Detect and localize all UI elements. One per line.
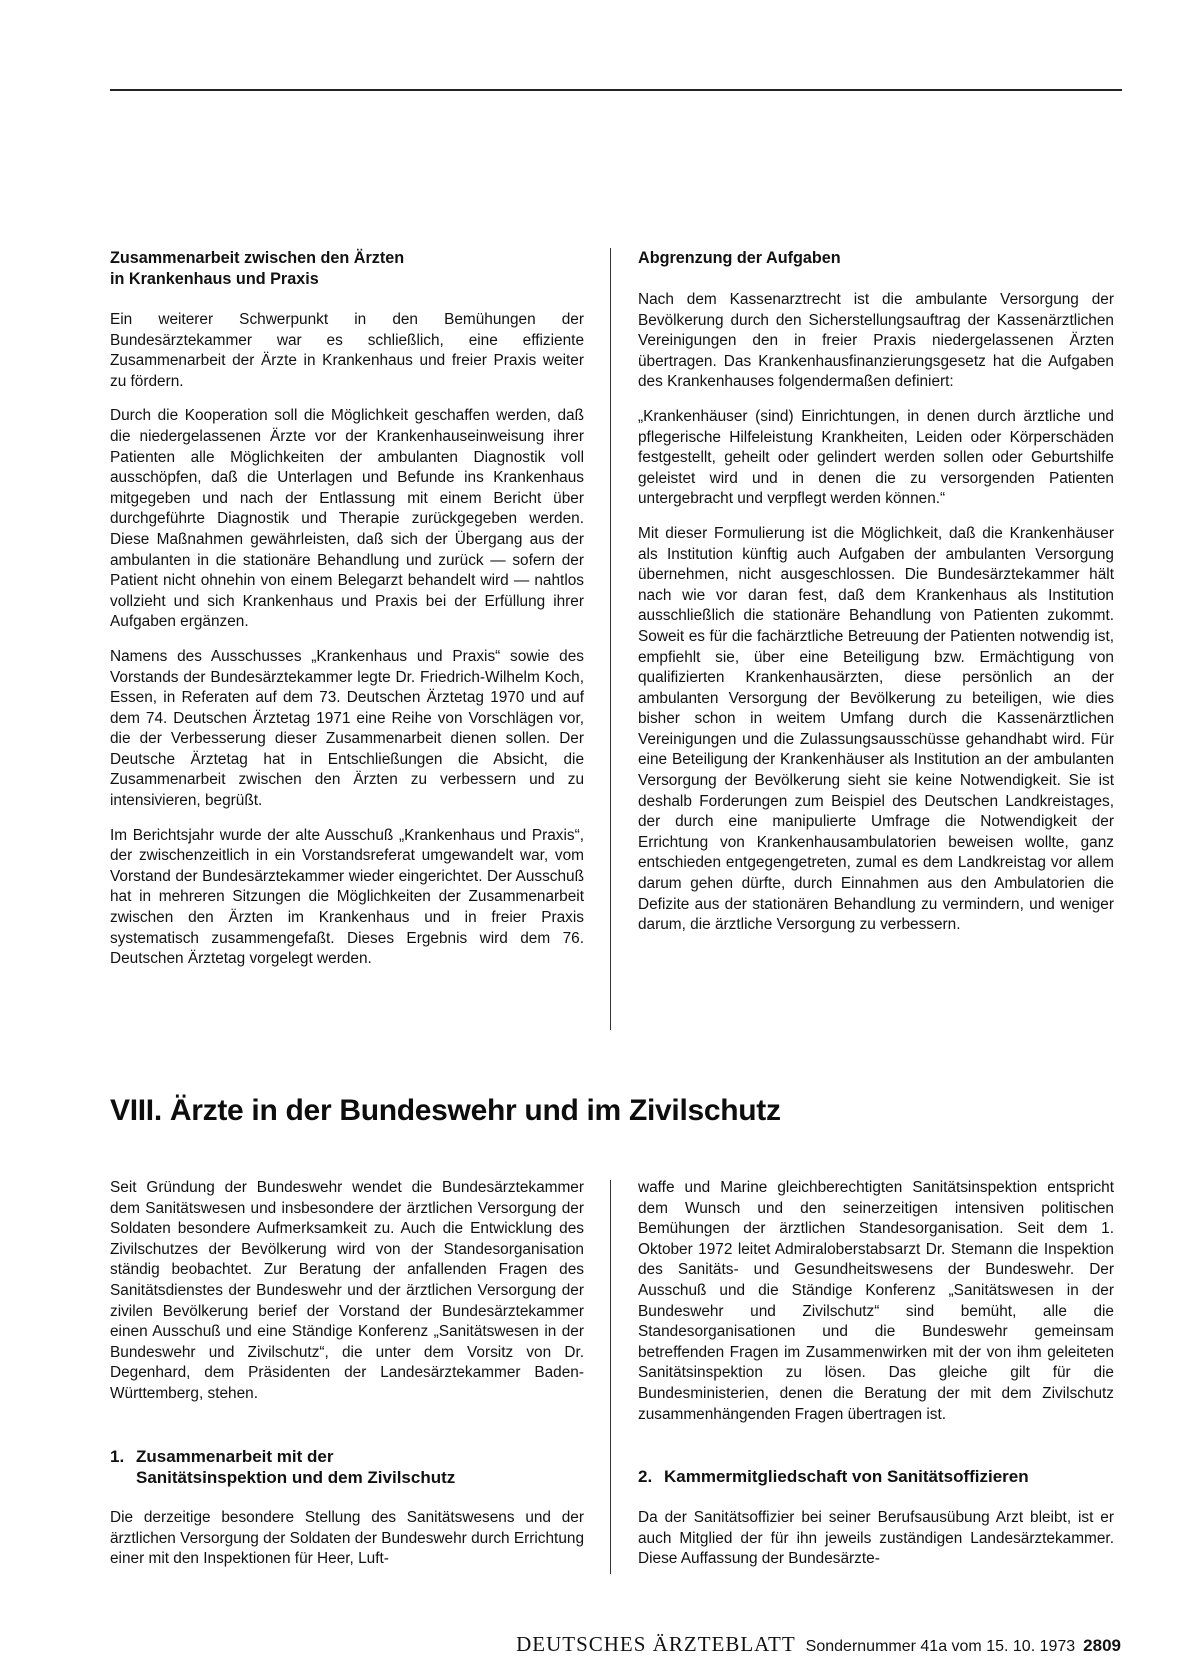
section1-left-paragraph-2: Durch die Kooperation soll die Möglichkeit geschaffen werden, daß die niedergelassenen Ärzte vor der Krankenhauseinweisung ihrer Patienten alle Möglichkeiten der ambulanten Diagnostik voll ausschöpfen, daß die Unterlagen und Befunde ins Krankenhaus mitgegeben und nach der Entlassung mit einem Bericht über durchgeführte Diagnostik und Therapie zurückgegeben werden. Diese Maßnahmen gewährleisten, daß sich der Übergang aus der ambulanten in die stationäre Behandlung und zurück — sofern der Patient nicht ohnehin von einem Belegarzt behandelt wird — nahtlos vollzieht und sich Krankenhaus und Praxis bei der Erfüllung ihrer Aufgaben ergänzen. (110, 407, 584, 631)
section2-sub1-text: Die derzeitige besondere Stellung des Sanitätswesens und der ärztlichen Versorgung der Soldaten der Bundeswehr durch Errichtung einer mit den Inspektionen für Heer, Luft- (110, 1509, 584, 1568)
section2-sub1-heading (110, 1446, 584, 1488)
section2-sub2-title: Kammermitgliedschaft von Sanitätsoffizieren (664, 1467, 1029, 1486)
page-footer (516, 1633, 1121, 1658)
header-rule (110, 89, 1122, 91)
section2-column-divider (610, 1180, 611, 1574)
section1-left-paragraph-4: Im Berichtsjahr wurde der alte Ausschuß „Krankenhaus und Praxis“, der zwischenzeitlich in ein Vorstandsreferat umgewandelt war, vom Vorstand der Bundesärztekammer wieder eingerichtet. Der Ausschuß hat in mehreren Sitzungen die Möglichkeiten der Zusammenarbeit zwischen den Ärzten im Krankenhaus und in freier Praxis systematisch zusammengefaßt. Dieses Ergebnis wird dem 76. Deutschen Ärztetag vorgelegt werden. (110, 826, 584, 968)
section2-sub2-heading (638, 1466, 1114, 1487)
section1-column-divider (610, 248, 611, 1030)
section2-sub2-body (638, 1508, 1114, 1570)
section1-right-paragraph-2: „Krankenhäuser (sind) Einrichtungen, in denen durch ärztliche und pflegerische Hilfeleistung Krankheiten, Leiden oder Körperschäden festgestellt, geheilt oder gelindert werden sollen oder Geburtshilfe geleistet wird und in denen die zu versorgenden Patienten untergebracht und verpflegt werden können.“ (638, 407, 1114, 508)
section2-left-intro (110, 1178, 584, 1405)
footer-issue: Sondernummer 41a vom 15. 10. 1973 (805, 1638, 1076, 1655)
section2-sub2-number: 2. (638, 1467, 653, 1486)
section2-sub1-body (110, 1508, 584, 1570)
section1-left-heading-line2: in Krankenhaus und Praxis (110, 270, 319, 288)
section2-right-intro-text: waffe und Marine gleichberechtigten Sanitätsinspektion entspricht dem Wunsch und den seinerzeitigen intensiven politischen Bemühungen der ärztlichen Standesorganisation. Seit dem 1. Oktober 1972 leitet Admiraloberstabsarzt Dr. Stemann die Inspektion des Sanitäts- und Gesundheitswesens der Bundeswehr. Der Ausschuß und die Ständige Konferenz „Sanitätswesen in der Bundeswehr und Zivilschutz“ sind bemüht, alle die Standesorganisationen und die Bundeswehr gemeinsam betreffenden Fragen im Zusammenwirken mit der von ihm geleiteten Sanitätsinspektion zu lösen. Das gleiche gilt für die Bundesministerien, denen die Beratung der mit dem Zivilschutz zusammenhängenden Fragen übertragen ist. (638, 1179, 1114, 1423)
section1-right-heading: Abgrenzung der Aufgaben (638, 249, 841, 267)
section1-right-paragraph-3: Mit dieser Formulierung ist die Möglichkeit, daß die Krankenhäuser als Institution künftig auch Aufgaben der ambulanten Versorgung übernehmen, nicht ausgeschlossen. Die Bundesärztekammer hält nach wie vor daran fest, daß dem Krankenhaus als Institution ausschließlich die stationäre Behandlung von Patienten zukommt. Soweit es für die fachärztliche Betreuung der Patienten notwendig ist, empfiehlt sie, über eine Beteiligung bzw. Ermächtigung von qualifizierten Krankenhausärzten, diese persönlich an der ambulanten Versorgung der Bevölkerung zu beteiligen, wie dies bisher schon in weitem Umfang durch die Kassenärztlichen Vereinigungen und die Zulassungsausschüsse gehandhabt wird. Für eine Beteiligung der Krankenhäuser als Institution an der ambulanten Versorgung der Bevölkerung sieht sie keine Notwendigkeit. Sie ist deshalb Forderungen zum Beispiel des Deutschen Landkreistages, der durch eine manipulierte Umfrage die Notwendigkeit der Errichtung von Krankenhausambulatorien beweisen wollte, ganz entschieden entgegengetreten, zumal es dem Landkreistag vor allem darum gehen dürfte, durch Einnahmen aus den Ambulatorien die Defizite aus der stationären Behandlung zu vermindern, und weniger darum, die ärztliche Versorgung zu verbessern. (638, 524, 1114, 934)
section2-sub2-text: Da der Sanitätsoffizier bei seiner Berufsausübung Arzt bleibt, ist er auch Mitglied der für ihn jeweils zuständigen Landesärztekammer. Diese Auffassung der Bundesärzte- (638, 1509, 1114, 1568)
section2-sub1-title-line2: Sanitätsinspektion und dem Zivilschutz (136, 1468, 456, 1487)
section1-left-paragraph-3: Namens des Ausschusses „Krankenhaus und Praxis“ sowie des Vorstands der Bundesärztekammer legte Dr. Friedrich-Wilhelm Koch, Essen, in Referaten auf dem 73. Deutschen Ärztetag 1970 und auf dem 74. Deutschen Ärztetag 1971 eine Reihe von Vorschlägen vor, die der Verbesserung dieser Zusammenarbeit dienen sollen. Der Deutsche Ärztetag hat in Entschließungen die Absicht, die Zusammenarbeit zwischen den Ärzten zu verbessern und zu intensivieren, begrüßt. (110, 647, 584, 810)
section2-left-intro-text: Seit Gründung der Bundeswehr wendet die Bundesärztekammer dem Sanitätswesen und insbesondere der ärztlichen Versorgung der Soldaten besondere Aufmerksamkeit zu. Auch die Entwicklung des Zivilschutzes der Bevölkerung wird von der Standesorganisation ständig beobachtet. Zur Beratung der anfallenden Fragen des Sanitätsdienstes der Bundeswehr und der ärztlichen Versorgung der zivilen Bevölkerung berief der Vorstand der Bundesärztekammer einen Ausschuß und eine Ständige Konferenz „Sanitätswesen in der Bundeswehr und Zivilschutz“, die unter dem Vorsitz von Dr. Degenhard, dem Präsidenten der Landesärztekammer Baden-Württemberg, stehen. (110, 1179, 584, 1402)
section1-left-column (110, 248, 584, 970)
section1-left-heading (110, 248, 584, 290)
section1-left-heading-line1: Zusammenarbeit zwischen den Ärzten (110, 249, 405, 267)
chapter-title: VIII. Ärzte in der Bundeswehr und im Zivilschutz (110, 1094, 781, 1127)
section1-right-paragraph-1: Nach dem Kassenarztrecht ist die ambulante Versorgung der Bevölkerung durch den Sicherstellungsauftrag der Kassenärztlichen Vereinigungen den in freier Praxis niedergelassenen Ärzten übertragen. Das Krankenhausfinanzierungsgesetz hat die Aufgaben des Krankenhauses folgendermaßen definiert: (638, 291, 1114, 391)
section1-left-paragraph-1: Ein weiterer Schwerpunkt in den Bemühungen der Bundesärztekammer war es schließlich, eine effiziente Zusammenarbeit der Ärzte in Krankenhaus und freier Praxis weiter zu fördern. (110, 311, 584, 390)
footer-journal-name: DEUTSCHES ÄRZTEBLATT (516, 1632, 796, 1656)
section2-sub1-number: 1. (110, 1447, 125, 1466)
footer-page-number: 2809 (1083, 1636, 1121, 1655)
section1-right-column (638, 248, 1114, 936)
section2-right-intro (638, 1178, 1114, 1425)
section2-sub1-title-line1: Zusammenarbeit mit der (136, 1447, 334, 1466)
